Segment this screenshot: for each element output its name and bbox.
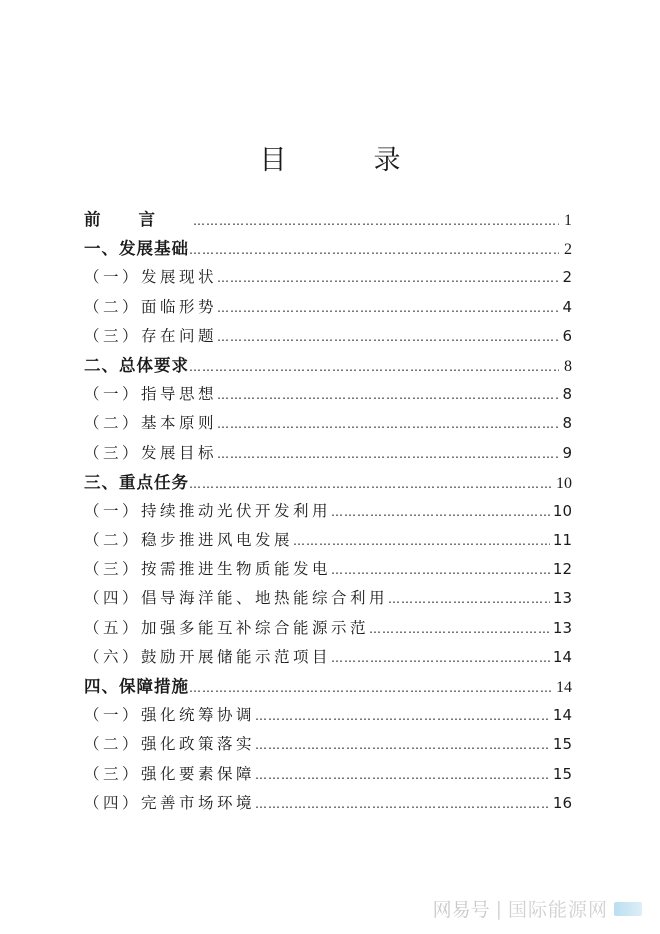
toc-dot-leader	[255, 761, 550, 790]
watermark-source: 网易号	[432, 899, 490, 921]
toc-dot-leader	[189, 353, 559, 382]
toc-entry-page: 10	[556, 474, 572, 492]
watermark-logo-icon	[614, 902, 642, 916]
toc-dot-leader	[217, 294, 559, 323]
watermark	[433, 895, 642, 922]
toc-entry-label: （一）强化统筹协调	[84, 706, 256, 725]
toc-dot-leader	[255, 702, 550, 731]
toc-entry-label: （二）基本原则	[84, 414, 218, 433]
toc-entry[interactable]	[84, 789, 572, 818]
toc-entry[interactable]	[84, 380, 572, 409]
toc-entry-page: 6	[562, 326, 572, 345]
toc-entry-label: （一）发展现状	[84, 268, 218, 287]
toc-entry-label: （三）强化要素保障	[84, 764, 256, 783]
toc-entry-page: 15	[552, 764, 572, 783]
toc-entry-label: 二、总体要求	[84, 355, 189, 375]
toc-entry[interactable]	[84, 701, 572, 730]
toc-entry-page: 8	[564, 357, 572, 375]
toc-entry[interactable]	[84, 351, 572, 380]
toc-entry-label: （三）按需推进生物质能发电	[84, 560, 332, 579]
toc-entry-page: 10	[552, 501, 572, 520]
toc-entry-page: 1	[564, 212, 572, 229]
watermark-separator: |	[495, 897, 502, 920]
toc-dot-leader	[217, 381, 559, 410]
toc-entry-label: （三）发展目标	[84, 443, 218, 462]
toc-dot-leader	[189, 674, 553, 703]
toc-entry-label: （四）完善市场环境	[84, 793, 256, 812]
toc-entry-page: 2	[564, 241, 572, 259]
toc-dot-leader	[189, 470, 553, 499]
toc-entry-page: 9	[562, 443, 572, 462]
toc-dot-leader	[331, 556, 550, 585]
toc-entry[interactable]	[84, 263, 572, 292]
toc-dot-leader	[217, 323, 559, 352]
toc-list	[84, 205, 572, 818]
toc-entry[interactable]	[84, 730, 572, 759]
toc-entry-page: 13	[552, 618, 572, 637]
toc-entry-page: 2	[562, 268, 572, 287]
toc-dot-leader	[388, 585, 550, 614]
toc-entry[interactable]	[84, 293, 572, 322]
toc-entry-label: （二）强化政策落实	[84, 735, 256, 754]
toc-entry[interactable]	[84, 526, 572, 555]
toc-entry-page: 14	[552, 706, 572, 725]
toc-entry[interactable]	[84, 760, 572, 789]
toc-entry[interactable]	[84, 322, 572, 351]
toc-entry-page: 8	[562, 385, 572, 404]
toc-entry-page: 14	[556, 679, 572, 696]
toc-dot-leader	[293, 527, 550, 556]
toc-entry[interactable]	[84, 409, 572, 438]
toc-entry[interactable]	[84, 672, 572, 701]
toc-entry[interactable]	[84, 555, 572, 584]
toc-entry[interactable]	[84, 205, 572, 234]
toc-entry[interactable]	[84, 234, 572, 263]
toc-entry-label: 四、保障措施	[84, 677, 189, 696]
toc-dot-leader	[193, 207, 559, 236]
toc-dot-leader	[331, 644, 550, 673]
toc-entry-page: 4	[562, 297, 572, 316]
toc-entry-label: （一）持续推动光伏开发利用	[84, 501, 332, 520]
toc-entry-page: 12	[552, 560, 572, 579]
toc-entry-label: 三、重点任务	[84, 472, 189, 492]
toc-entry-page: 11	[552, 531, 572, 550]
toc-entry-label: （二）稳步推进风电发展	[84, 531, 294, 550]
toc-dot-leader	[217, 264, 559, 293]
toc-dot-leader	[217, 440, 559, 469]
toc-dot-leader	[331, 498, 550, 527]
toc-entry[interactable]	[84, 643, 572, 672]
toc-entry[interactable]	[84, 439, 572, 468]
toc-entry-label: （三）存在问题	[84, 326, 218, 345]
toc-entry-label: （一）指导思想	[84, 385, 218, 404]
toc-entry[interactable]	[84, 497, 572, 526]
watermark-brand: 国际能源网	[507, 899, 608, 921]
toc-dot-leader	[189, 236, 559, 265]
toc-entry[interactable]	[84, 614, 572, 643]
toc-entry-page: 14	[552, 647, 572, 666]
toc-entry-page: 8	[562, 414, 572, 433]
toc-entry[interactable]	[84, 468, 572, 497]
toc-entry-label: （二）面临形势	[84, 297, 218, 316]
toc-entry-label: （六）鼓励开展储能示范项目	[84, 647, 332, 666]
toc-entry-label: （四）倡导海洋能、地热能综合利用	[84, 589, 389, 608]
toc-entry[interactable]	[84, 584, 572, 613]
toc-dot-leader	[255, 790, 550, 819]
toc-entry-label: 一、发展基础	[84, 239, 189, 259]
toc-title: 目 录	[259, 145, 431, 176]
toc-entry-label: （五）加强多能互补综合能源示范	[84, 618, 370, 637]
toc-entry-page: 13	[552, 589, 572, 608]
toc-entry-label: 前言	[84, 210, 193, 229]
toc-entry-page: 16	[552, 793, 572, 812]
toc-dot-leader	[369, 615, 550, 644]
toc-dot-leader	[255, 731, 550, 760]
toc-dot-leader	[217, 410, 559, 439]
toc-entry-page: 15	[552, 735, 572, 754]
